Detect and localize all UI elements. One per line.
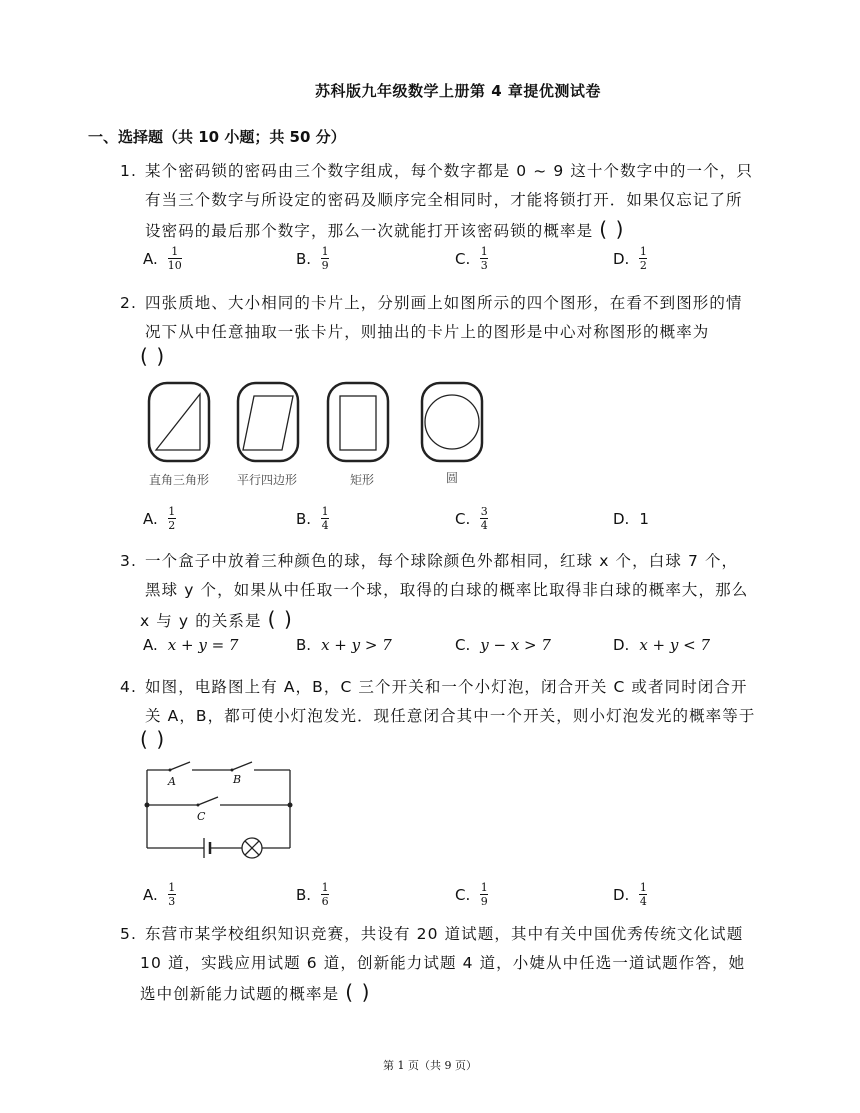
fraction: $\frac{1}{4}$	[639, 881, 647, 908]
fraction: $\frac{1}{10}$	[167, 245, 182, 272]
question-text: 选中创新能力试题的概率是	[140, 985, 340, 1003]
fraction: $\frac{1}{9}$	[480, 881, 488, 908]
option-b: B. $\frac{1}{4}$	[296, 505, 329, 532]
option-d: D. 1	[613, 510, 649, 528]
fraction: $\frac{1}{9}$	[321, 245, 329, 272]
answer-blank: ( )	[267, 607, 293, 631]
fraction: $\frac{1}{4}$	[321, 505, 329, 532]
switch-label-a: A	[168, 775, 176, 788]
fraction: $\frac{1}{2}$	[168, 505, 176, 532]
option-c: C. $\frac{3}{4}$	[455, 505, 488, 532]
answer-blank: ( )	[345, 980, 371, 1004]
question-number: 5.	[120, 925, 137, 943]
option-d: D. $\frac{1}{2}$	[613, 245, 647, 272]
answer-blank: ( )	[140, 344, 166, 368]
page-title: 苏科版九年级数学上册第 4 章提优测试卷	[315, 82, 601, 100]
question-text-line: 如图，电路图上有 A，B，C 三个开关和一个小灯泡，闭合开关 C 或者同时闭合开	[145, 678, 748, 696]
section-heading: 一、选择题（共 10 小题；共 50 分）	[88, 128, 346, 146]
page-footer: 第 1 页（共 9 页）	[383, 1059, 477, 1072]
fraction: $\frac{1}{6}$	[321, 881, 329, 908]
card-label: 矩形	[350, 473, 375, 487]
fraction: $\frac{3}{4}$	[480, 505, 488, 532]
option-d: D. x + y < 7	[613, 636, 711, 654]
question-number: 3.	[120, 552, 137, 570]
question-text: x 与 y 的关系是	[140, 612, 262, 630]
question-text-line	[140, 603, 293, 637]
question-text-line: 东营市某学校组织知识竞赛，共设有 20 道试题，其中有关中国优秀传统文化试题	[145, 925, 744, 943]
question-text-line: 有当三个数字与所设定的密码及顺序完全相同时，才能将锁打开．如果仅忘记了所	[145, 191, 743, 209]
question-number: 4.	[120, 678, 137, 696]
card-circle	[422, 383, 482, 461]
option-c: C. y − x > 7	[455, 636, 551, 654]
option-b: B. $\frac{1}{9}$	[296, 245, 329, 272]
circuit-diagram	[140, 758, 300, 868]
option-b: B. $\frac{1}{6}$	[296, 881, 329, 908]
question-text-line: 况下从中任意抽取一张卡片，则抽出的卡片上的图形是中心对称图形的概率为	[145, 323, 710, 341]
card-right-triangle	[149, 383, 209, 461]
option-a: A. x + y = 7	[143, 636, 239, 654]
answer-blank: ( )	[599, 217, 625, 241]
question-number: 1.	[120, 162, 137, 180]
option-a: A. $\frac{1}{3}$	[143, 881, 176, 908]
card-rectangle	[328, 383, 388, 461]
card-parallelogram	[238, 383, 298, 461]
option-a: A. $\frac{1}{2}$	[143, 505, 176, 532]
question-number: 2.	[120, 294, 137, 312]
option-a: A. $\frac{1}{10}$	[143, 245, 182, 272]
fraction: $\frac{1}{2}$	[639, 245, 647, 272]
question-text-line: 一个盒子中放着三种颜色的球，每个球除颜色外都相同，红球 x 个，白球 7 个，	[145, 552, 739, 570]
question-text-line: 10 道，实践应用试题 6 道，创新能力试题 4 道，小婕从中任选一道试题作答，她	[140, 954, 746, 972]
card-label: 圆	[446, 471, 459, 485]
question-text-line: 某个密码锁的密码由三个数字组成，每个数字都是 0 ~ 9 这十个数字中的一个，只	[145, 162, 753, 180]
option-b: B. x + y > 7	[296, 636, 392, 654]
switch-label-b: B	[233, 773, 242, 786]
question-text-line: 关 A，B，都可使小灯泡发光．现任意闭合其中一个开关，则小灯泡发光的概率等于	[145, 707, 756, 725]
question-text-line	[145, 213, 765, 247]
option-d: D. $\frac{1}{4}$	[613, 881, 647, 908]
card-label: 平行四边形	[237, 473, 298, 487]
question-text: 设密码的最后那个数字，那么一次就能打开该密码锁的概率是	[145, 222, 594, 240]
card-label: 直角三角形	[149, 473, 210, 487]
option-c: C. $\frac{1}{9}$	[455, 881, 488, 908]
fraction: $\frac{1}{3}$	[168, 881, 176, 908]
question-text-line	[140, 976, 371, 1010]
answer-blank: ( )	[140, 727, 166, 751]
switch-label-c: C	[197, 810, 206, 823]
fraction: $\frac{1}{3}$	[480, 245, 488, 272]
question-text-line: 四张质地、大小相同的卡片上，分别画上如图所示的四个图形，在看不到图形的情	[145, 294, 743, 312]
question-text-line: 黑球 y 个，如果从中任取一个球，取得的白球的概率比取得非白球的概率大，那么	[145, 581, 749, 599]
option-c: C. $\frac{1}{3}$	[455, 245, 488, 272]
